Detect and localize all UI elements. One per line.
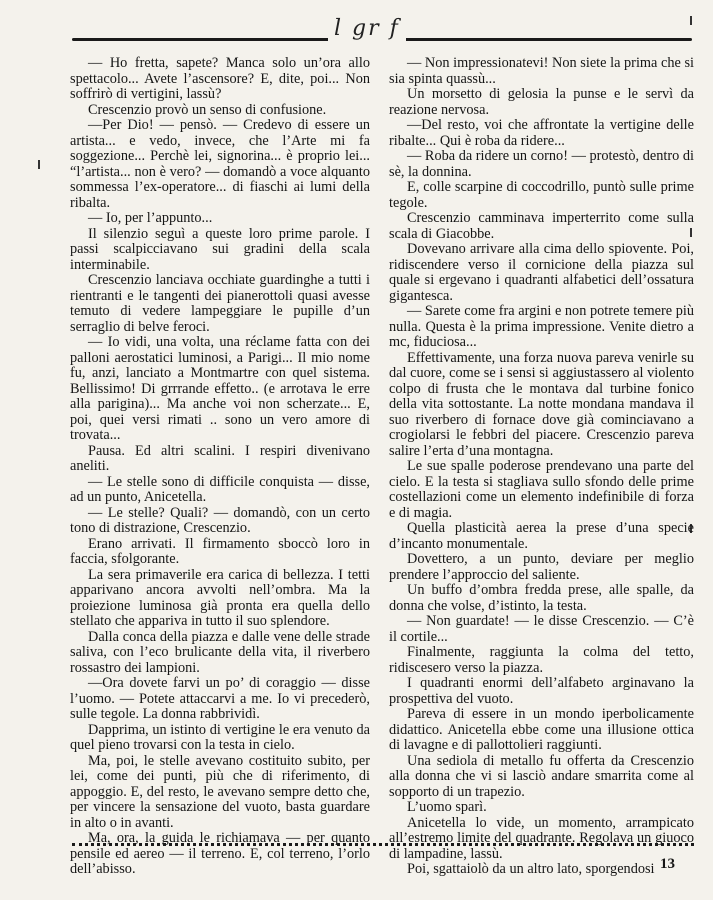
right-text-column xyxy=(389,56,694,878)
paragraph: Finalmente, raggiunta la colma del tetto, ridiscesero verso la piazza. xyxy=(389,644,694,676)
paragraph: — Non impressionatevi! Non siete la prima che si sia spinta quassù... xyxy=(389,55,694,87)
paragraph: — Non guardate! — le disse Crescenzio. — C’è il cortile... xyxy=(389,613,694,645)
margin-mark xyxy=(690,16,692,25)
footer-rule xyxy=(72,843,694,846)
paragraph: Pareva di essere in un mondo iperbolicamente didattico. Anicetella ebbe come una illusione ottica di lavagne e di pallottolieri raggiunti. xyxy=(389,706,694,753)
paragraph: — Io vidi, una volta, una réclame fatta con dei palloni aerostatici luminosi, a Parigi... Il mio nome fu, anzi, lanciato a Montmartre con quel sistema. Bellissimo! Di grrrande effetto.. (e arrotava le erre alla parigina)... Ma anche voi non scherzate... E, poi, quei versi rimati .. sono un vero amore di trovata... xyxy=(70,334,370,443)
paragraph: Crescenzio lanciava occhiate guardinghe a tutti i rientranti e le tangenti dei pianerottoli quasi avesse temuto di vedere lampeggiare le pupille d’un serraglio di belve feroci. xyxy=(70,272,370,335)
paragraph: Una sediola di metallo fu offerta da Crescenzio alla donna che vi si lasciò andare smarrita come al sopporto di un trapezio. xyxy=(389,752,694,800)
paragraph: Pausa. Ed altri scalini. I respiri divenivano aneliti. xyxy=(70,442,370,474)
paragraph: Le sue spalle poderose prendevano una parte del cielo. E la testa si stagliava sullo sfondo delle prime costellazioni come un elemento indefinibile di forza e di magia. xyxy=(389,458,694,521)
page-number: 13 xyxy=(660,856,675,872)
paragraph: Quella plasticità aerea la prese d’una specie d’incanto monumentale. xyxy=(389,520,694,552)
paragraph: Ma, poi, le stelle avevano costituito subito, per lei, come dei punti, più che di riferimento, di appoggio. E, del resto, le avevano sempre detto che, per vincere la sensazione del vuoto, basta guardare in alto o in avanti. xyxy=(70,752,370,831)
paragraph: Poi, sgattaiolò da un altro lato, sporgendosi xyxy=(407,861,655,877)
paragraph: Dapprima, un istinto di vertigine le era venuto da quel pieno trovarsi con la testa in cielo. xyxy=(70,721,370,753)
paragraph: Dovettero, a un punto, deviare per meglio prendere l’approccio del saliente. xyxy=(389,551,694,583)
paragraph: Erano arrivati. Il firmamento sboccò loro in faccia, sfolgorante. xyxy=(70,535,370,567)
paragraph: — Io, per l’appunto... xyxy=(88,210,213,226)
paragraph: — Ho fretta, sapete? Manca solo un’ora allo spettacolo... Avete l’ascensore? E, dite, poi... Non soffrirò di vertigini, lassù? xyxy=(70,55,370,102)
paragraph: — Le stelle? Quali? — domandò, con un certo tono di distrazione, Crescenzio. xyxy=(70,504,370,536)
paragraph: —Per Dio! — pensò. — Credevo di essere un artista... e vedo, invece, che l’Arte mi fa soggezione... Perchè lei, signorina... è proprio lei... “l’artista... non è vero? — domandò a voce alquanto sommessa l’ex-operatore... di fiaschi ai lumi della ribalta. xyxy=(70,117,370,211)
paragraph: La sera primaverile era carica di bellezza. I tetti apparivano ancora avvolti nell’ombra. Ma la proiezione luminosa già pronta era quella dello stellato che appariva in tutto il suo splendore. xyxy=(70,566,370,629)
paragraph: L’uomo sparì. xyxy=(407,799,487,815)
paragraph: —Ora dovete farvi un po’ di coraggio — disse l’uomo. — Potete attaccarvi a me. Io vi precederò, sulle tegole. La donna rabbrividì. xyxy=(70,675,370,722)
paragraph: I quadranti enormi dell’alfabeto arginavano la prospettiva del vuoto. xyxy=(389,675,694,707)
paragraph: — Sarete come fra argini e non potrete temere più nulla. Questa è la prima impressione. Venite dietro a mc, fiduciosa... xyxy=(389,303,694,350)
paragraph: — Le stelle sono di difficile conquista — disse, ad un punto, Anicetella. xyxy=(70,473,370,505)
paragraph: Un buffo d’ombra fredda prese, alle spalle, da donna che volse, d’istinto, la testa. xyxy=(389,582,694,614)
paragraph: Crescenzio provò un senso di confusione. xyxy=(88,101,327,118)
paragraph: Il silenzio seguì a queste loro prime parole. I passi scalpicciavano sui gradini della scala interminabile. xyxy=(70,225,370,273)
paragraph: Dovevano arrivare alla cima dello spiovente. Poi, ridiscendere verso il cornicione della piazza sul quale si ergevano i quadranti alfabetici dell’ossatura gigantesca. xyxy=(389,241,694,304)
margin-mark xyxy=(38,160,40,169)
paragraph: Crescenzio camminava imperterrito come sulla scala di Giacobbe. xyxy=(389,210,694,242)
paragraph: Effettivamente, una forza nuova pareva venirle su dal cuore, come se i sensi si aggiustassero al violento colpo di frusta che le montava dal turbine fonico della vita sottostante. La notte mondana mandava il suo riverbero di fornace dove già cominciavano a crogiolarsi le febbri del piacere. Crescenzio pareva salire l’erta d’una montagna. xyxy=(389,349,694,459)
paragraph: Ma, ora, la guida le richiamava — per quanto pensile ed aereo — il terreno. E, col terreno, l’orlo dell’abisso. xyxy=(70,830,370,877)
left-text-column xyxy=(70,56,370,878)
paragraph: Dalla conca della piazza e dalle vene delle strade saliva, con l’eco brulicante della vita, il riverbero rossastro dei lampioni. xyxy=(70,628,370,676)
paragraph: —Del resto, voi che affrontate la vertigine delle ribalte... Qui è roba da ridere... xyxy=(389,117,694,149)
paragraph: E, colle scarpine di coccodrillo, puntò sulle prime tegole. xyxy=(389,179,694,211)
paragraph: — Roba da ridere un corno! — protestò, dentro di sè, la donnina. xyxy=(389,148,694,180)
header-ornament: l gr f xyxy=(328,16,406,41)
paragraph: Anicetella lo vide, un momento, arrampicato all’estremo limite del quadrante. Regolava un giuoco di lampadine, lassù. xyxy=(389,814,694,862)
paragraph: Un morsetto di gelosia la punse e le servì da reazione nervosa. xyxy=(389,86,694,118)
